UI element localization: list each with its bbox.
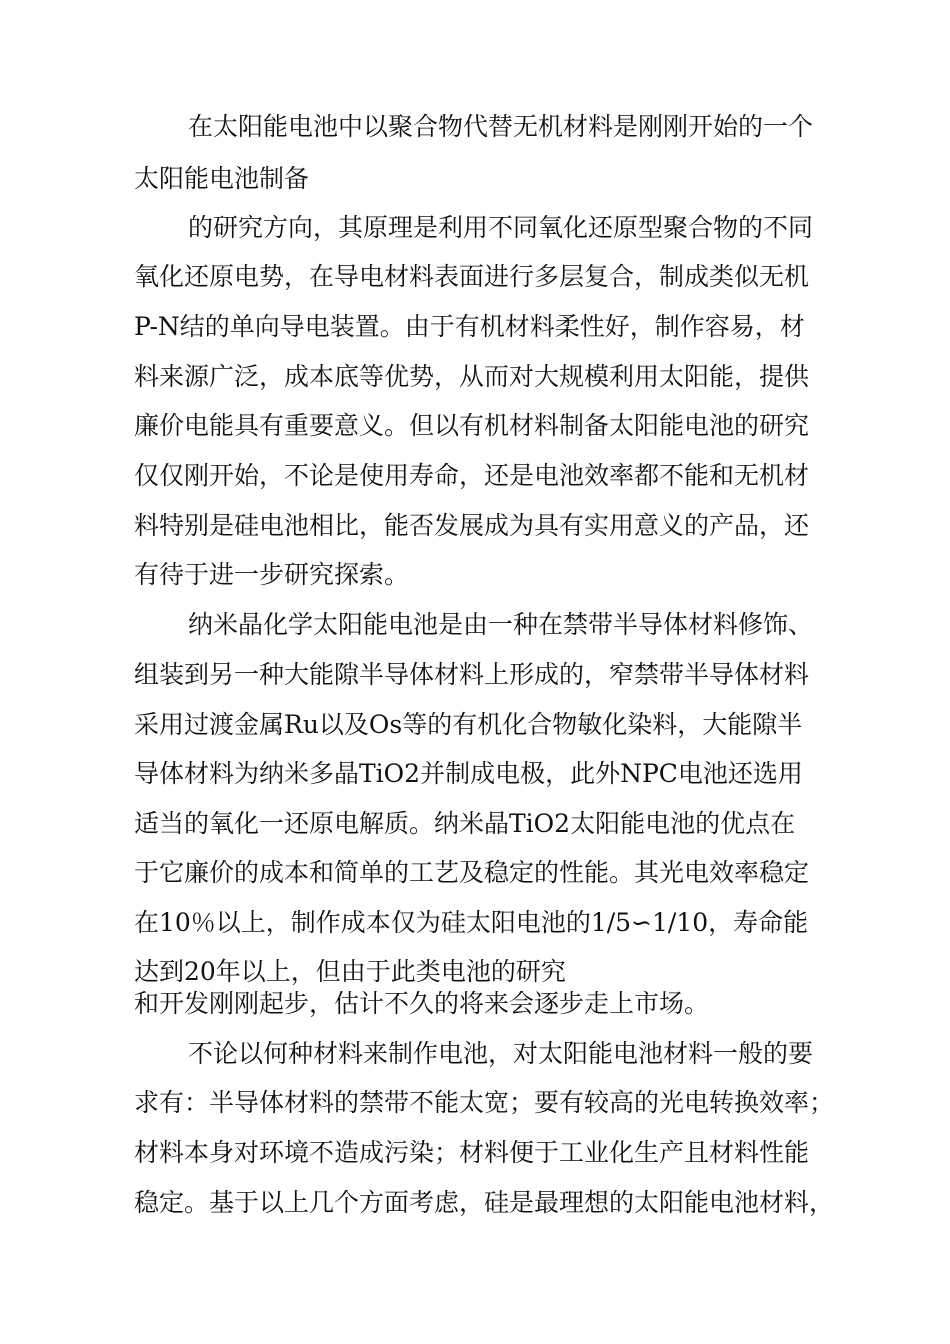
text-line: 材料本身对环境不造成污染；材料便于工业化生产且材料性能 (134, 1138, 810, 1167)
text-line: 廉价电能具有重要意义。但以有机材料制备太阳能电池的研究 (134, 411, 810, 440)
text-line: 料特别是硅电池相比，能否发展成为具有实用意义的产品，还 (134, 511, 810, 540)
text-line: 不论以何种材料来制作电池，对太阳能电池材料一般的要 (188, 1039, 814, 1068)
text-line: 导体材料为纳米多晶TiO2并制成电极，此外NPC电池还选用 (134, 759, 803, 788)
text-line: 太阳能电池制备 (134, 164, 310, 193)
text-line: 氧化还原电势，在导电材料表面进行多层复合，制成类似无机 (134, 262, 810, 291)
text-line: 稳定。基于以上几个方面考虑，硅是最理想的太阳能电池材料， (134, 1188, 835, 1217)
text-line: 仅仅刚开始，不论是使用寿命，还是电池效率都不能和无机材 (134, 461, 810, 490)
text-line: 适当的氧化一还原电解质。纳米晶TiO2太阳能电池的优点在 (134, 809, 796, 838)
text-line: 在太阳能电池中以聚合物代替无机材料是刚刚开始的一个 (188, 112, 814, 141)
text-line: 和开发刚刚起步，估计不久的将来会逐步走上市场。 (134, 989, 710, 1018)
text-line: 采用过渡金属Ru以及Os等的有机化合物敏化染料，大能隙半 (134, 710, 803, 739)
text-line: 在10％以上，制作成本仅为硅太阳电池的1/5∽1/10，寿命能 (134, 908, 809, 937)
text-line: 组装到另一种大能隙半导体材料上形成的，窄禁带半导体材料 (134, 660, 810, 689)
text-line: 有待于进一步研究探索。 (134, 560, 410, 589)
text-line: 求有：半导体材料的禁带不能太宽；要有较高的光电转换效率； (134, 1088, 835, 1117)
text-line: 于它廉价的成本和简单的工艺及稳定的性能。其光电效率稳定 (134, 858, 810, 887)
text-line: 纳米晶化学太阳能电池是由一种在禁带半导体材料修饰、 (188, 610, 814, 639)
text-line: P-N结的单向导电装置。由于有机材料柔性好，制作容易，材 (134, 312, 805, 341)
text-line: 的研究方向，其原理是利用不同氧化还原型聚合物的不同 (188, 213, 814, 242)
text-line: 达到20年以上，但由于此类电池的研究 (134, 957, 566, 986)
text-line: 料来源广泛，成本底等优势，从而对大规模利用太阳能，提供 (134, 362, 810, 391)
